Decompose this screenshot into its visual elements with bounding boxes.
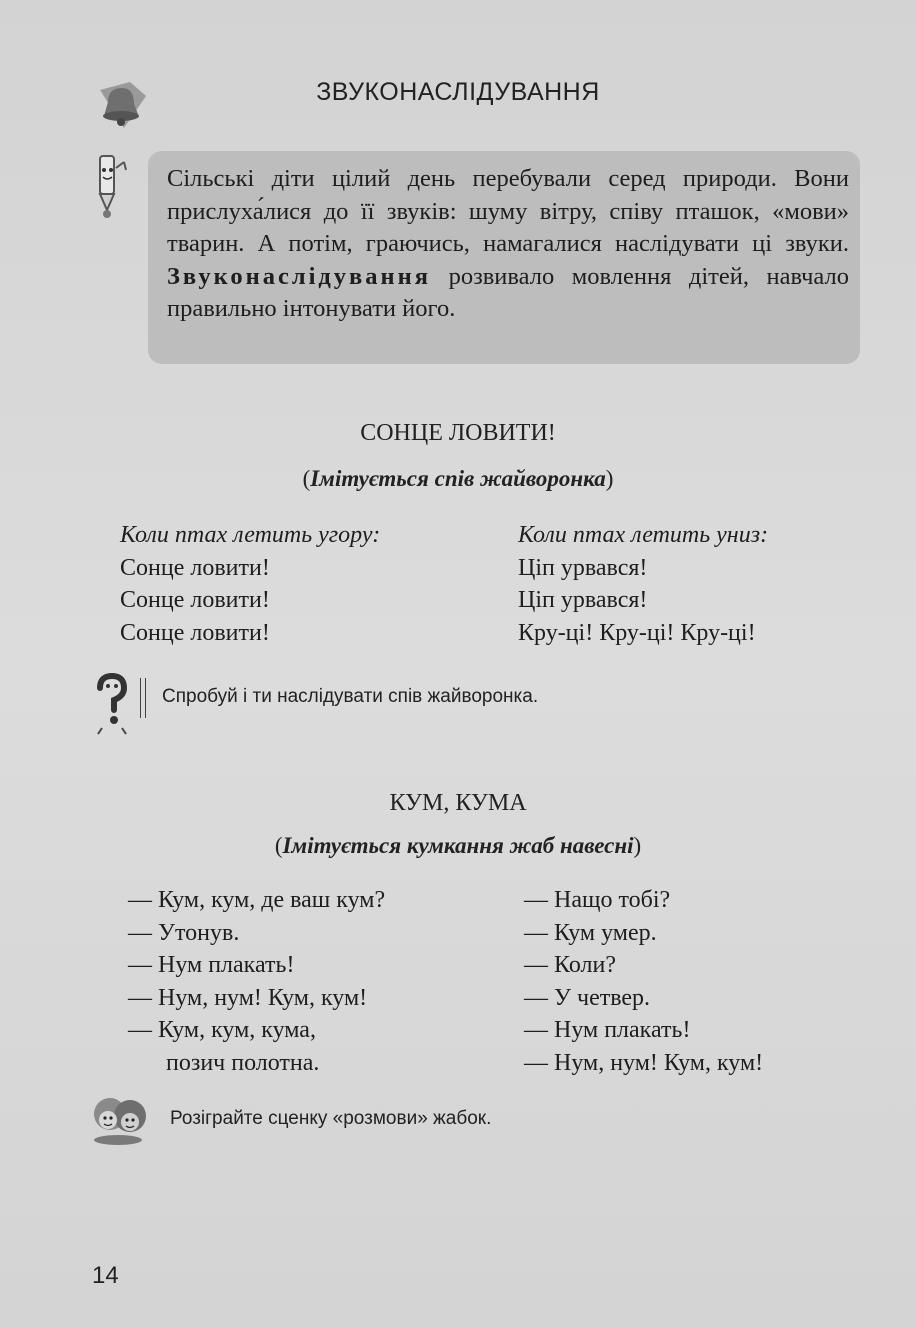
song1-subtitle-text: Імітується спів жайворонка [310,466,606,491]
task-divider [140,678,146,718]
info-text-before: Сільські діти цілий день перебували серед природи. Вони прислуха́лися до її звуків: шуму вітру, співу пташок, «мови» тварин. А потім, граючись, намагалися наслідувати ці звуки. [167,165,849,257]
song2-right-line: — Нум плакать! [524,1017,691,1043]
song1-left-line: Сонце ловити! [120,587,270,613]
song1-right-line: Ціп урвався! [518,554,648,581]
song1-right-column [518,519,768,649]
song1-subtitle [0,466,916,492]
page-number: 14 [92,1262,119,1289]
song2-left-line: — Кум, кум, кума, [128,1017,316,1043]
section-title: ЗВУКОНАСЛІДУВАННЯ [316,78,600,106]
song1-subtitle-close: ) [605,466,614,491]
song1-title: СОНЦЕ ЛОВИТИ! [360,420,556,446]
song2-left-line: — Нум плакать! [128,952,295,978]
song2-right-column [524,884,763,1079]
task1-text: Спробуй і ти наслідувати спів жайворонка. [162,686,539,707]
song1-subtitle-open: ( [302,466,311,491]
song2-right-line: — Нащо тобі? [524,887,671,913]
question-icon [92,672,132,736]
song1-left-column [120,519,380,649]
song1-left-line: Сонце ловити! [120,619,270,646]
song1-left-header: Коли птах летить угору: [120,522,381,548]
song2-right-line: — Коли? [524,952,616,978]
info-paragraph [167,163,849,326]
song2-left-line: — Кум, кум, де ваш кум? [128,887,386,913]
song1-left-line: Сонце ловити! [120,554,270,581]
song2-left-line: — Утонув. [128,919,240,946]
kids-icon [88,1090,152,1146]
song2-subtitle [0,833,916,859]
song2-right-line: — Нум, нум! Кум, кум! [524,1049,764,1076]
song1-right-line: Ціп урвався! [518,587,648,613]
song1-right-line: Кру-ці! Кру-ці! Кру-ці! [518,619,756,646]
pencil-icon [88,152,132,222]
info-text-after: розвивало мовлення дітей, навчало правильно інтонувати його. [167,262,850,322]
song2-left-line: позич полотна. [166,1049,320,1076]
song2-left-line: — Нум, нум! Кум, кум! [128,984,368,1011]
info-term: Звуконаслідування [167,262,432,290]
song2-right-line: — Кум умер. [524,919,657,946]
song1-right-header: Коли птах летить униз: [518,522,769,548]
song2-subtitle-open: ( [274,833,283,858]
song2-right-line: — У четвер. [524,984,651,1011]
song2-subtitle-text: Імітується кумкання жаб навесні [282,833,634,858]
task2-text: Розіграйте сценку «розмови» жабок. [170,1108,492,1129]
song2-subtitle-close: ) [633,833,642,858]
song2-left-column [128,884,385,1079]
song2-title: КУМ, КУМА [389,790,527,816]
